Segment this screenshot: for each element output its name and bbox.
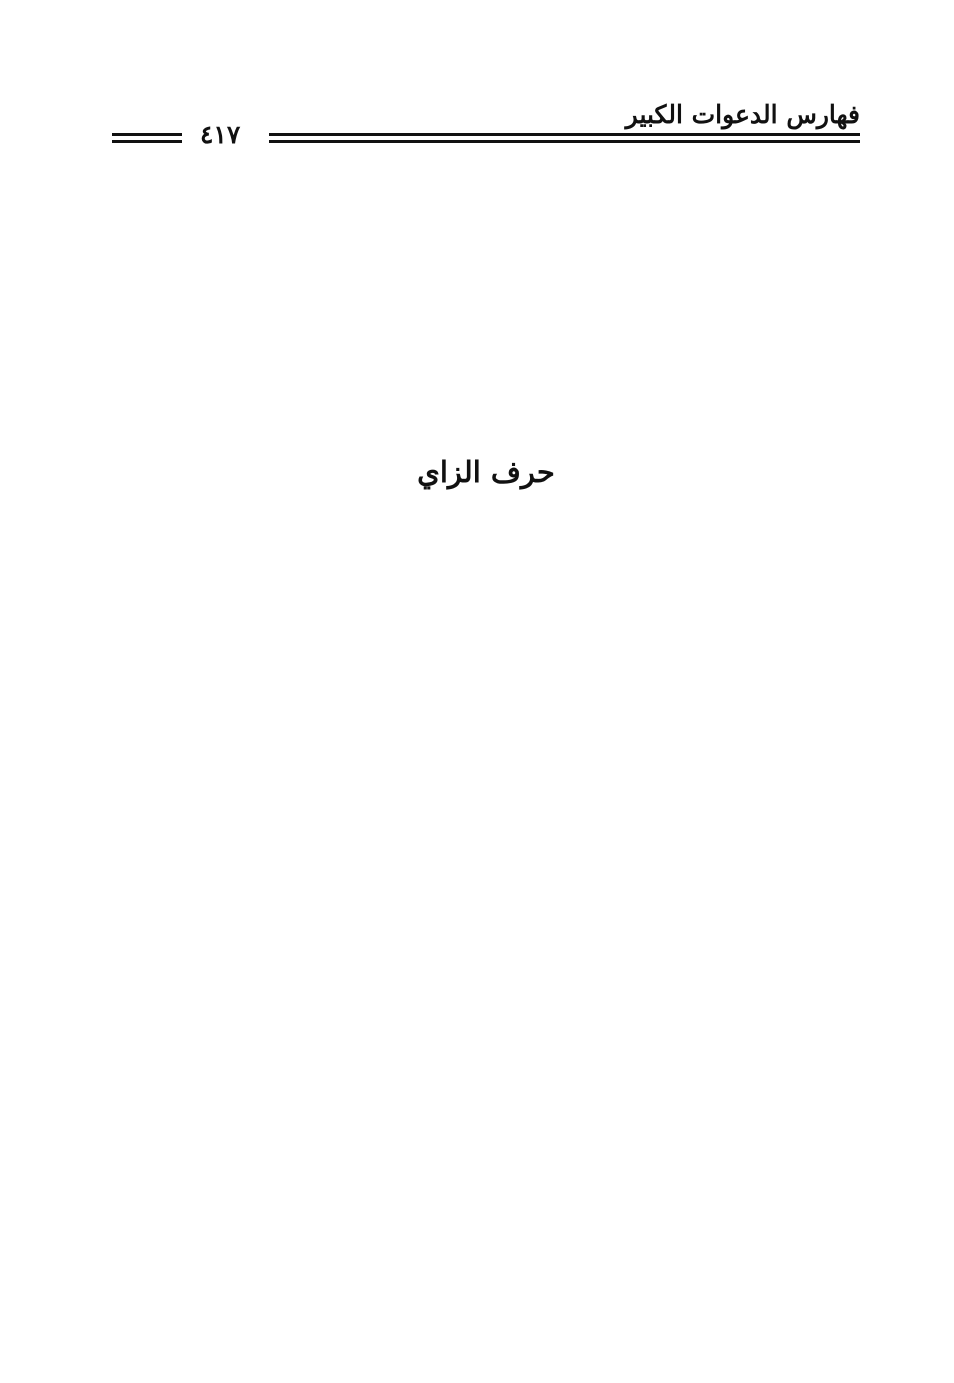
running-header	[112, 92, 860, 152]
section-heading: حرف الزاي	[417, 455, 555, 489]
running-title: فهارس الدعوات الكبير	[625, 100, 860, 129]
page-number: ٤١٧	[200, 120, 241, 149]
header-rule-left	[112, 133, 182, 144]
header-rule-right	[269, 133, 860, 144]
